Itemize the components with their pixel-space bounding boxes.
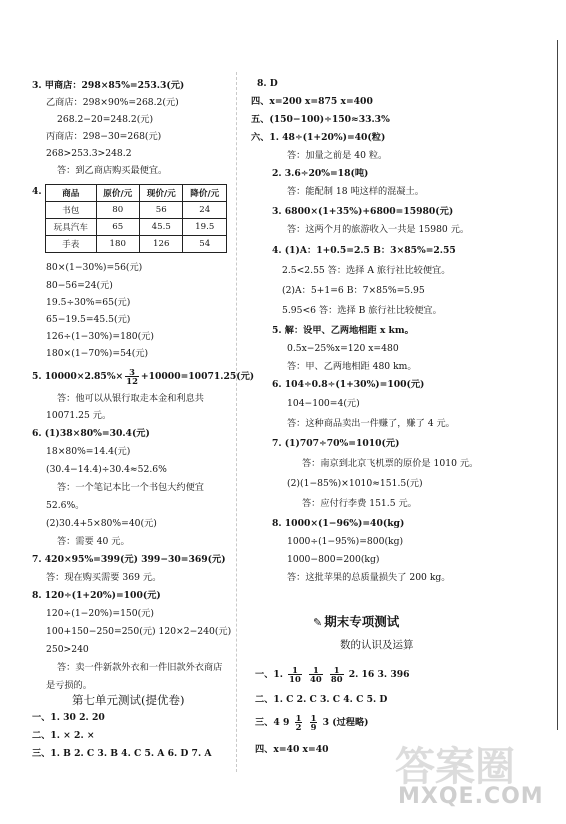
fraction — [309, 666, 323, 683]
q8-line-4: 250>240 — [46, 644, 89, 655]
r6-line-13: 答：甲、乙两地相距 480 km。 — [287, 361, 417, 372]
q8-line-3: 100+150−250=250(元) 120×2−240(元) — [46, 626, 232, 637]
q3-line-2: 乙商店：298×90%=268.2(元) — [46, 97, 179, 108]
q3-line-3: 268.2−20=248.2(元) — [57, 114, 154, 125]
r6-line-12: 0.5x−25%x=120 x=480 — [287, 343, 399, 354]
table-header: 现价/元 — [139, 185, 182, 202]
r6-line-16: 答：这种商品卖出一件赚了，赚了 4 元。 — [287, 418, 455, 429]
final-test-title-text: 期末专项测试 — [324, 614, 400, 629]
fraction-numerator: 1 — [310, 713, 317, 723]
table-row — [46, 236, 227, 253]
table-cell: 65 — [96, 219, 139, 236]
fraction-denominator: 12 — [126, 376, 138, 386]
subtitle: 数的认识及运算 — [340, 639, 414, 651]
r6-line-11: 5. 解：设甲、乙两地相距 x km。 — [272, 325, 414, 336]
fraction-numerator: 1 — [295, 713, 302, 723]
q3-line-1: 3. 甲商店：298×85%=253.3(元) — [32, 80, 185, 91]
q8-d: 8. D — [257, 78, 278, 89]
q4-line-4: 65−19.5=45.5(元) — [46, 314, 131, 325]
answer-4: 四、x=40 x=40 — [255, 744, 329, 755]
page-edge-line — [557, 40, 558, 730]
r6-line-4: 答：能配制 18 吨这样的混凝土。 — [287, 186, 424, 197]
table-cell: 24 — [183, 202, 227, 219]
q4-line-3: 19.5÷30%=65(元) — [46, 297, 131, 308]
answer-1-rest: 2. 16 3. 396 — [348, 669, 410, 680]
q6-line-3: (30.4−14.4)÷30.4≈52.6% — [46, 464, 167, 475]
q4-label: 4. — [32, 186, 42, 197]
fraction-numerator: 3 — [125, 368, 139, 377]
q4-line-2: 80−56=24(元) — [46, 280, 113, 291]
q6-line-2: 18×80%=14.4(元) — [46, 446, 131, 457]
price-table — [45, 184, 227, 253]
r6-line-19: (2)(1−85%)×1010≈151.5(元) — [287, 478, 423, 489]
r6-line-7: 4. (1)A：1+0.5=2.5 B：3×85%=2.55 — [272, 245, 456, 256]
pencil-icon: ✎ — [313, 616, 323, 629]
r6-line-18: 答：南京到北京飞机票的原价是 1010 元。 — [302, 458, 479, 469]
table-header: 商品 — [46, 185, 97, 202]
fraction-numerator: 1 — [330, 666, 344, 675]
fraction — [295, 714, 303, 731]
q3-answer: 答：到乙商店购买最便宜。 — [57, 165, 168, 176]
q7-line-1: 7. 420×95%=399(元) 399−30=369(元) — [32, 554, 226, 565]
q4-line-6: 180×(1−70%)=54(元) — [46, 348, 149, 359]
r6-line-5: 3. 6800×(1+35%)+6800=15980(元) — [272, 206, 454, 217]
q5-answer-1: 答：他可以从银行取走本金和利息共 — [57, 393, 204, 404]
table-cell: 126 — [139, 236, 182, 253]
answer-2: 二、1. C 2. C 3. C 4. C 5. D — [255, 694, 388, 705]
q6-line-5: 52.6%。 — [46, 500, 85, 511]
table-header: 原价/元 — [96, 185, 139, 202]
table-header: 降价/元 — [183, 185, 227, 202]
r6-line-15: 104−100=4(元) — [287, 398, 360, 409]
section-5: 五、(150−100)÷150≈33.3% — [251, 114, 390, 125]
q5-answer-2: 10071.25 元。 — [46, 410, 112, 421]
r6-line-9: (2)A：5+1=6 B：7×85%=5.95 — [282, 285, 425, 296]
table-row — [46, 219, 227, 236]
final-test-title — [313, 612, 399, 630]
r6-line-8: 2.5<2.55 答：选择 A 旅行社比较便宜。 — [282, 265, 451, 276]
q3-line-5: 268>253.3>248.2 — [46, 148, 132, 159]
r6-line-24: 答：这批苹果的总质量损失了 200 kg。 — [287, 572, 451, 583]
fraction-denominator: 9 — [310, 722, 317, 732]
watermark-url: MXQE.COM — [398, 784, 544, 809]
table-cell: 45.5 — [139, 219, 182, 236]
r6-line-10: 5.95<6 答：选择 B 旅行社比较便宜。 — [282, 305, 442, 316]
table-cell: 180 — [96, 236, 139, 253]
r6-line-20: 答：应付行李费 151.5 元。 — [302, 498, 417, 509]
table-cell: 手表 — [46, 236, 97, 253]
table-header-row — [46, 185, 227, 202]
watermark-logo: 答案圈 — [395, 744, 515, 790]
q4-line-1: 80×(1−30%)=56(元) — [46, 262, 143, 273]
table-cell: 书包 — [46, 202, 97, 219]
q5-line — [32, 367, 254, 387]
fraction — [330, 666, 344, 683]
table-cell: 56 — [139, 202, 182, 219]
r6-line-21: 8. 1000×(1−96%)=40(kg) — [272, 518, 405, 529]
fraction-denominator: 40 — [310, 674, 322, 684]
q8-line-6: 是亏损的。 — [46, 680, 92, 691]
section-3: 三、1. B 2. C 3. B 4. C 5. A 6. D 7. A — [32, 748, 212, 759]
fraction — [288, 666, 302, 683]
table-cell: 玩具汽车 — [46, 219, 97, 236]
fraction-numerator: 1 — [309, 666, 323, 675]
q8-line-5: 答：卖一件新款外衣和一件旧款外衣商店 — [57, 662, 223, 673]
r6-line-17: 7. (1)707÷70%=1010(元) — [272, 438, 400, 449]
table-cell: 80 — [96, 202, 139, 219]
fraction — [310, 714, 318, 731]
fraction-denominator: 10 — [289, 674, 301, 684]
r6-line-23: 1000−800=200(kg) — [287, 554, 380, 565]
table-cell: 54 — [183, 236, 227, 253]
answer-1-label: 一、1. — [255, 669, 283, 680]
q6-line-7: 答：需要 40 元。 — [57, 536, 130, 547]
q6-line-6: (2)30.4+5×80%=40(元) — [46, 518, 157, 529]
r6-line-3: 2. 3.6÷20%=18(吨) — [272, 168, 369, 179]
answer-1 — [255, 664, 410, 686]
r6-line-1: 六、1. 48÷(1+20%)=40(粒) — [251, 132, 386, 143]
section-2: 二、1. × 2. × — [32, 730, 95, 741]
answer-3-label: 三、4 9 — [255, 717, 290, 728]
r6-line-2: 答：加量之前是 40 粒。 — [287, 150, 388, 161]
section-4: 四、x=200 x=875 x=400 — [251, 96, 373, 107]
q5-pre: 5. 10000×2.85%× — [32, 371, 124, 382]
q3-line-4: 丙商店：298−30=268(元) — [46, 131, 162, 142]
fraction-numerator: 1 — [288, 666, 302, 675]
q6-line-4: 答：一个笔记本比一个书包大约便宜 — [57, 482, 204, 493]
r6-line-6: 答：这两个月的旅游收入一共是 15980 元。 — [287, 224, 470, 235]
fraction-denominator: 80 — [330, 674, 343, 684]
q4-line-5: 126÷(1−30%)=180(元) — [46, 331, 154, 342]
q5-fraction — [125, 368, 139, 385]
table-row — [46, 202, 227, 219]
q7-line-2: 答：现在购买需要 369 元。 — [46, 572, 162, 583]
section-1: 一、1. 30 2. 20 — [32, 712, 105, 723]
r6-line-22: 1000÷(1−95%)=800(kg) — [287, 536, 404, 547]
answer-3-rest: 3 (过程略) — [322, 717, 369, 728]
q6-line-1: 6. (1)38×80%=30.4(元) — [32, 428, 150, 439]
unit-title: 第七单元测试(提优卷) — [72, 693, 185, 707]
table-cell: 19.5 — [183, 219, 227, 236]
fraction-denominator: 2 — [295, 722, 302, 732]
q8-line-2: 120÷(1−20%)=150(元) — [46, 608, 154, 619]
answer-3 — [255, 712, 368, 734]
q5-post: +10000=10071.25(元) — [140, 371, 255, 382]
column-divider — [236, 72, 238, 772]
q8-line-1: 8. 120÷(1+20%)=100(元) — [32, 590, 161, 601]
r6-line-14: 6. 104÷0.8÷(1+30%)=100(元) — [272, 379, 425, 390]
